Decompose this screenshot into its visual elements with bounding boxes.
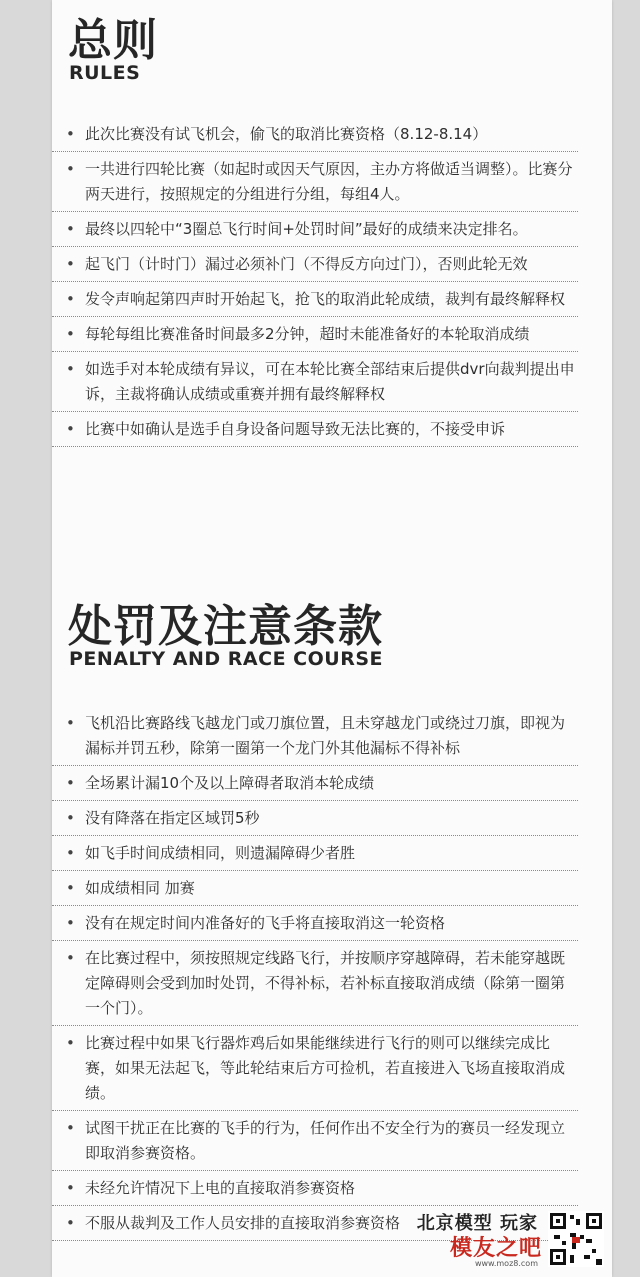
penalty-item-text: 没有在规定时间内准备好的飞手将直接取消这一轮资格 [85, 914, 446, 932]
bullet-icon: • [66, 809, 75, 827]
bullet-icon: • [66, 220, 75, 238]
bullet-icon: • [66, 879, 75, 897]
watermark-logo-text: 模友之吧 [449, 1236, 542, 1261]
rules-item-text: 发令声响起第四声时开始起飞，抢飞的取消此轮成绩，裁判有最终解释权 [85, 290, 566, 308]
rules-item-text: 最终以四轮中“3圈总飞行时间+处罚时间”最好的成绩来决定排名。 [85, 220, 528, 238]
rules-title-cn: 总则 [68, 15, 158, 66]
bullet-icon: • [66, 255, 75, 273]
rules-item [52, 212, 578, 247]
rules-item [52, 412, 578, 447]
penalty-item [52, 1111, 578, 1171]
bullet-icon: • [66, 1034, 75, 1052]
penalty-item-text: 如成绩相同 加赛 [85, 879, 195, 897]
bullet-icon: • [66, 420, 75, 438]
penalty-item-text: 比赛过程中如果飞行器炸鸡后如果能继续进行飞行的则可以继续完成比赛，如果无法起飞，等此轮结束后方可捡机，若直接进入飞场直接取消成绩。 [85, 1034, 566, 1102]
penalty-title-en: PENALTY AND RACE COURSE [69, 648, 383, 670]
penalty-item-text: 试图干扰正在比赛的飞手的行为，任何作出不安全行为的赛员一经发现立即取消参赛资格。 [85, 1119, 566, 1162]
bullet-icon: • [66, 1214, 75, 1232]
rules-title-en: RULES [69, 62, 141, 84]
bullet-icon: • [66, 160, 75, 178]
penalty-item [52, 766, 578, 801]
bullet-icon: • [66, 1119, 75, 1137]
rules-item [52, 282, 578, 317]
penalty-item [52, 941, 578, 1026]
penalty-item [52, 801, 578, 836]
rules-item-text: 每轮每组比赛准备时间最多2分钟，超时未能准备好的本轮取消成绩 [85, 325, 530, 343]
rules-item [52, 117, 578, 152]
penalty-item-text: 飞机沿比赛路线飞越龙门或刀旗位置，且未穿越龙门或绕过刀旗，即视为漏标并罚五秒，除第一圈第一个龙门外其他漏标不得补标 [85, 714, 566, 757]
rules-item-text: 起飞门（计时门）漏过必须补门（不得反方向过门），否则此轮无效 [85, 255, 528, 273]
bullet-icon: • [66, 1179, 75, 1197]
penalty-item [52, 836, 578, 871]
rules-item [52, 152, 578, 212]
rules-item [52, 317, 578, 352]
penalty-item-text: 没有降落在指定区域罚5秒 [85, 809, 260, 827]
site-watermark [414, 1209, 604, 1271]
penalty-item-text: 在比赛过程中，须按照规定线路飞行，并按顺序穿越障碍，若未能穿越既定障碍则会受到加时处罚，不得补标，若补标直接取消成绩（除第一圈第一个门）。 [85, 949, 566, 1017]
bullet-icon: • [66, 125, 75, 143]
watermark-line1: 北京模型 玩家 [416, 1213, 538, 1234]
penalty-item-text: 如飞手时间成绩相同，则遗漏障碍少者胜 [85, 844, 356, 862]
penalty-item [52, 906, 578, 941]
bullet-icon: • [66, 325, 75, 343]
penalty-list [52, 706, 592, 1241]
bullet-icon: • [66, 360, 75, 378]
bullet-icon: • [66, 714, 75, 732]
penalty-item-text: 全场累计漏10个及以上障碍者取消本轮成绩 [85, 774, 375, 792]
watermark-url: www.moz8.com [474, 1259, 538, 1268]
qr-code-icon [548, 1211, 604, 1267]
penalty-item [52, 1171, 578, 1206]
rules-item-text: 一共进行四轮比赛（如起时或因天气原因，主办方将做适当调整）。比赛分两天进行，按照规定的分组进行分组，每组4人。 [85, 160, 573, 203]
penalty-title-cn: 处罚及注意条款 [68, 601, 383, 652]
rules-item-text: 比赛中如确认是选手自身设备问题导致无法比赛的，不接受申诉 [85, 420, 506, 438]
rules-item-text: 如选手对本轮成绩有异议，可在本轮比赛全部结束后提供dvr向裁判提出申诉，主裁将确认成绩或重赛并拥有最终解释权 [85, 360, 575, 403]
bullet-icon: • [66, 290, 75, 308]
rules-item [52, 352, 578, 412]
penalty-item [52, 871, 578, 906]
rules-item [52, 247, 578, 282]
document-page [52, 0, 612, 1277]
penalty-item [52, 1026, 578, 1111]
bullet-icon: • [66, 949, 75, 967]
penalty-item-text: 不服从裁判及工作人员安排的直接取消参赛资格 [85, 1214, 401, 1232]
rules-item-text: 此次比赛没有试飞机会，偷飞的取消比赛资格（8.12-8.14） [85, 125, 488, 143]
penalty-item [52, 706, 578, 766]
penalty-item-text: 未经允许情况下上电的直接取消参赛资格 [85, 1179, 356, 1197]
bullet-icon: • [66, 774, 75, 792]
rules-list [52, 117, 592, 447]
bullet-icon: • [66, 844, 75, 862]
bullet-icon: • [66, 914, 75, 932]
